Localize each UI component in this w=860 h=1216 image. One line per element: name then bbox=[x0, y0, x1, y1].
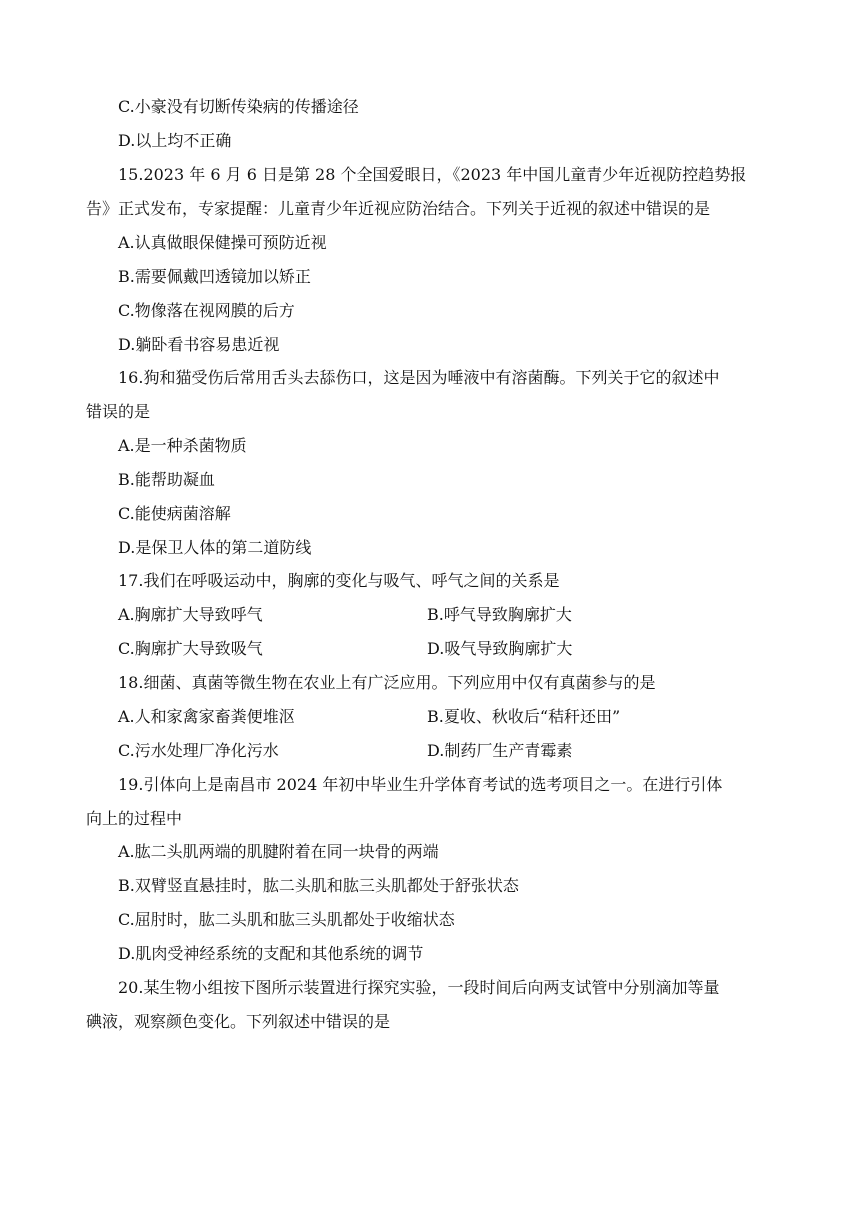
q20-stem-line1: 20.某生物小组按下图所示装置进行探究实验，一段时间后向两支试管中分别滴加等量 bbox=[118, 978, 720, 997]
q16-option-c: C.能使病菌溶解 bbox=[118, 504, 231, 523]
q17-option-c: C.胸廓扩大导致吸气 bbox=[118, 639, 263, 658]
prev-option-c: C.小豪没有切断传染病的传播途径 bbox=[118, 97, 359, 116]
q17-option-a: A.胸廓扩大导致呼气 bbox=[118, 605, 263, 624]
q19-option-b: B.双臂竖直悬挂时，肱二头肌和肱三头肌都处于舒张状态 bbox=[118, 876, 519, 895]
prev-option-d: D.以上均不正确 bbox=[118, 131, 232, 150]
q15-option-d: D.躺卧看书容易患近视 bbox=[118, 335, 280, 354]
q15-stem-line1: 15.2023 年 6 月 6 日是第 28 个全国爱眼日，《2023 年中国儿童青少年近视防控趋势报 bbox=[118, 165, 747, 184]
q19-stem-line1: 19.引体向上是南昌市 2024 年初中毕业生升学体育考试的选考项目之一。在进行引体 bbox=[118, 775, 723, 794]
q18-stem: 18.细菌、真菌等微生物在农业上有广泛应用。下列应用中仅有真菌参与的是 bbox=[118, 673, 656, 692]
q15-option-a: A.认真做眼保健操可预防近视 bbox=[118, 233, 327, 252]
q16-option-b: B.能帮助凝血 bbox=[118, 470, 215, 489]
q19-stem-line2: 向上的过程中 bbox=[86, 809, 183, 828]
q18-option-c: C.污水处理厂净化污水 bbox=[118, 741, 279, 760]
q18-option-d: D.制药厂生产青霉素 bbox=[427, 741, 573, 760]
q17-option-d: D.吸气导致胸廓扩大 bbox=[427, 639, 573, 658]
q16-stem-line1: 16.狗和猫受伤后常用舌头去舔伤口，这是因为唾液中有溶菌酶。下列关于它的叙述中 bbox=[118, 368, 720, 387]
q15-stem-line2: 告》正式发布，专家提醒：儿童青少年近视应防治结合。下列关于近视的叙述中错误的是 bbox=[86, 199, 711, 218]
q16-option-d: D.是保卫人体的第二道防线 bbox=[118, 538, 312, 557]
q17-stem: 17.我们在呼吸运动中，胸廓的变化与吸气、呼气之间的关系是 bbox=[118, 571, 560, 590]
q15-option-c: C.物像落在视网膜的后方 bbox=[118, 301, 295, 320]
q15-option-b: B.需要佩戴凹透镜加以矫正 bbox=[118, 267, 311, 286]
q19-option-a: A.肱二头肌两端的肌腱附着在同一块骨的两端 bbox=[118, 842, 439, 861]
q17-option-b: B.呼气导致胸廓扩大 bbox=[427, 605, 572, 624]
q19-option-d: D.肌肉受神经系统的支配和其他系统的调节 bbox=[118, 944, 424, 963]
q18-option-b: B.夏收、秋收后“秸秆还田” bbox=[427, 707, 621, 726]
q19-option-c: C.屈肘时，肱二头肌和肱三头肌都处于收缩状态 bbox=[118, 910, 455, 929]
q16-option-a: A.是一种杀菌物质 bbox=[118, 436, 247, 455]
q16-stem-line2: 错误的是 bbox=[86, 402, 151, 421]
q20-stem-line2: 碘液，观察颜色变化。下列叙述中错误的是 bbox=[86, 1012, 391, 1031]
q18-option-a: A.人和家禽家畜粪便堆沤 bbox=[118, 707, 295, 726]
